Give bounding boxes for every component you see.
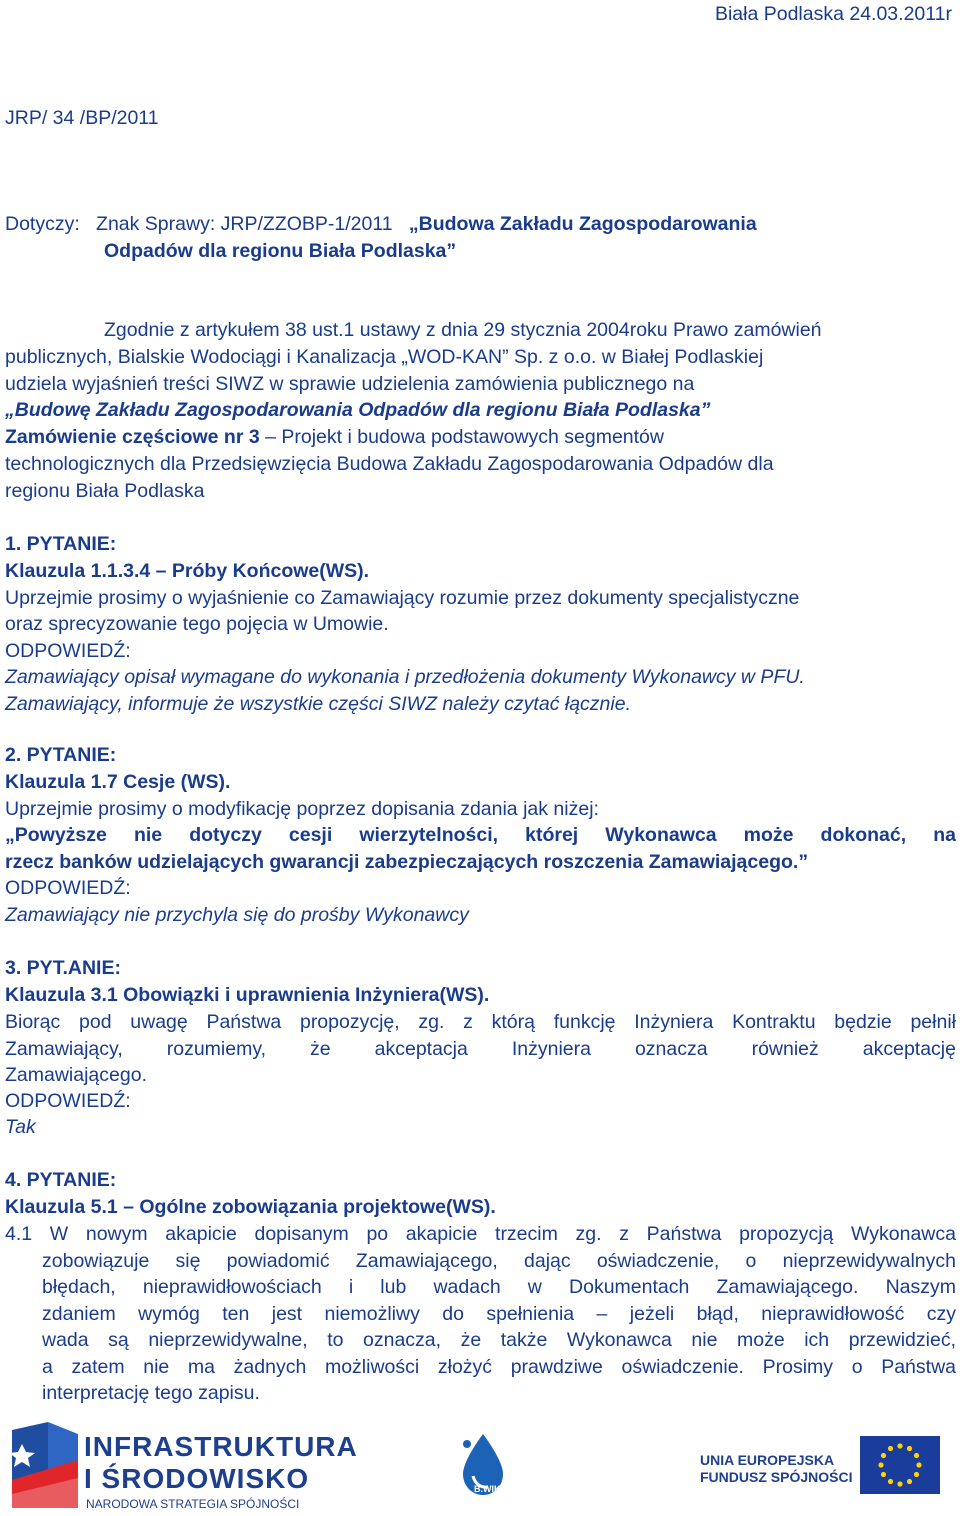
partial-order-desc: – Projekt i budowa podstawowych segmentów [259, 426, 664, 448]
intro-line-7: regionu Biała Podlaska [5, 480, 205, 502]
eu-label-2: FUNDUSZ SPÓJNOŚCI [700, 1469, 853, 1485]
intro-line-6: technologicznych dla Przedsięwzięcia Budowa Zakładu Zagospodarowania Odpadów dla [5, 453, 774, 475]
water-drop-logo-text: B.WIK [474, 1484, 501, 1494]
q3-answer-line-1: Tak [5, 1116, 36, 1138]
case-number: Znak Sprawy: JRP/ZZOBP-1/2011 [96, 213, 393, 235]
intro-line-2: publicznych, Bialskie Wodociągi i Kanalizacja „WOD-KAN” Sp. z o.o. w Białej Podlaskiej [5, 346, 764, 368]
infrastruktura-title-1: INFRASTRUKTURA [84, 1431, 358, 1462]
q3-text-line-3: Zamawiającego. [5, 1064, 147, 1086]
q4-text-line-5: wada są nieprzewidywalne, to oznacza, że także Wykonawca nie może ich przewidzieć, [42, 1329, 956, 1351]
q2-clause: Klauzula 1.7 Cesje (WS). [5, 771, 231, 793]
q4-text-line-7: interpretację tego zapisu. [42, 1382, 260, 1404]
subject-title: „Budowa Zakładu Zagospodarowania [408, 213, 757, 235]
q1-text-line-1: Uprzejmie prosimy o wyjaśnienie co Zamawiający rozumie przez dokumenty specjalistyczne [5, 587, 800, 609]
q4-text-line-3: błędach, nieprawidłowościach i lub wadach w Dokumentach Zamawiającego. Naszym [42, 1276, 956, 1298]
intro-line-4: „Budowę Zakładu Zagospodarowania Odpadów dla regionu Biała Podlaska” [5, 399, 711, 421]
q4-text-line-2: zobowiązuje się powiadomić Zamawiającego, dając oświadczenie, o nieprzewidywalnych [42, 1250, 956, 1272]
q1-clause: Klauzula 1.1.3.4 – Próby Końcowe(WS). [5, 560, 370, 582]
q4-heading: 4. PYTANIE: [5, 1169, 117, 1191]
q2-text-line-1: Uprzejmie prosimy o modyfikację poprzez dopisania zdania jak niżej: [5, 798, 599, 820]
q3-clause: Klauzula 3.1 Obowiązki i uprawnienia Inżyniera(WS). [5, 984, 490, 1006]
q1-text-line-2: oraz sprecyzowanie tego pojęcia w Umowie. [5, 613, 389, 635]
q3-heading: 3. PYT.ANIE: [5, 957, 121, 979]
q1-answer-line-1: Zamawiający opisał wymagane do wykonania i przedłożenia dokumenty Wykonawcy w PFU. [5, 666, 805, 688]
q4-text-line-4: zdaniem wymóg ten jest niemożliwy do spełnienia – jeżeli błąd, nieprawidłowość czy [42, 1303, 956, 1325]
subject-label: Dotyczy: [5, 213, 80, 235]
subject-line-1 [5, 212, 757, 236]
q2-text-line-2: „Powyższe nie dotyczy cesji wierzytelności, której Wykonawca może dokonać, na [5, 824, 956, 846]
intro-line-3: udziela wyjaśnień treści SIWZ w sprawie udzielenia zamówienia publicznego na [5, 373, 695, 395]
q3-text-line-1: Biorąc pod uwagę Państwa propozycję, zg. z którą funkcję Inżyniera Kontraktu będzie pełnił [5, 1011, 956, 1033]
q2-answer-line-1: Zamawiający nie przychyla się do prośby Wykonawcy [5, 904, 469, 926]
q4-text-line-6: a zatem nie ma żadnych możliwości złożyć prawdziwe oświadczenie. Prosimy o Państwa [42, 1356, 956, 1378]
q1-answer-label: ODPOWIEDŹ: [5, 640, 131, 662]
q4-text-line-1: 4.1 W nowym akapicie dopisanym po akapicie trzecim zg. z Państwa propozycją Wykonawca [5, 1223, 956, 1245]
q2-text-line-3: rzecz banków udzielających gwarancji zabezpieczających roszczenia Zamawiającego.” [5, 851, 809, 873]
infrastruktura-title-2: I ŚRODOWISKO [84, 1463, 310, 1494]
intro-line-1: Zgodnie z artykułem 38 ust.1 ustawy z dnia 29 stycznia 2004roku Prawo zamówień [104, 319, 822, 341]
infrastruktura-logo-icon [8, 1420, 80, 1512]
subject-title-line-2: Odpadów dla regionu Biała Podlaska” [104, 240, 457, 262]
q1-answer-line-2: Zamawiający, informuje że wszystkie części SIWZ należy czytać łącznie. [5, 693, 631, 715]
q2-heading: 2. PYTANIE: [5, 744, 117, 766]
reference-number: JRP/ 34 /BP/2011 [5, 107, 159, 129]
eu-label-1: UNIA EUROPEJSKA [700, 1452, 835, 1468]
intro-line-5 [5, 425, 664, 449]
footer-logos [0, 1418, 960, 1516]
document-date: Biała Podlaska 24.03.2011r [714, 3, 952, 25]
q1-heading: 1. PYTANIE: [5, 533, 117, 555]
infrastruktura-subtitle: NARODOWA STRATEGIA SPÓJNOŚCI [86, 1497, 300, 1511]
q3-text-line-2: Zamawiający, rozumiemy, że akceptacja Inżyniera oznacza również akceptację [5, 1038, 956, 1060]
q3-answer-label: ODPOWIEDŹ: [5, 1090, 131, 1112]
q4-clause: Klauzula 5.1 – Ogólne zobowiązania projektowe(WS). [5, 1196, 496, 1218]
q2-answer-label: ODPOWIEDŹ: [5, 877, 131, 899]
eu-flag-icon [860, 1436, 940, 1494]
partial-order-label: Zamówienie częściowe nr 3 [5, 426, 260, 448]
